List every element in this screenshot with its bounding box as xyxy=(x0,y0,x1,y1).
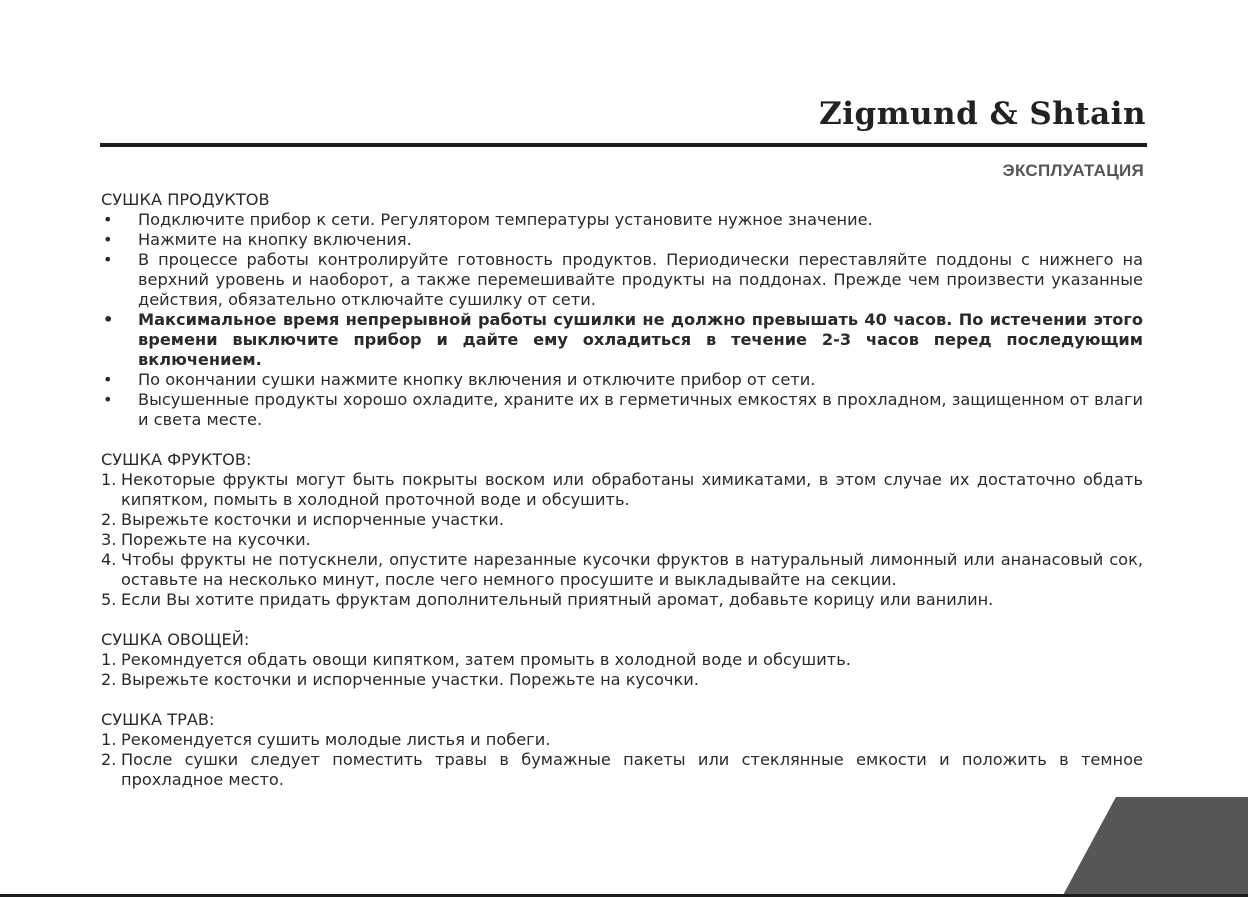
header-rule xyxy=(100,143,1147,147)
item-number: 5. xyxy=(101,590,117,609)
section-label: ЭКСПЛУАТАЦИЯ xyxy=(1002,161,1144,180)
list-item xyxy=(101,470,1143,510)
item-text: Вырежьте косточки и испорченные участки. xyxy=(121,510,504,529)
list-item xyxy=(101,730,1143,750)
list-vegetables xyxy=(101,650,1143,690)
list-item: • По окончании сушки нажмите кнопку включения и отключите прибор от сети. xyxy=(101,370,1143,390)
item-number: 2. xyxy=(101,510,117,529)
list-item-warning: • Максимальное время непрерывной работы сушилки не должно превышать 40 часов. По истечении этого времени выключите прибор и дайте ему охладиться в течение 2-3 часов перед последующим включением. xyxy=(101,310,1143,370)
item-number: 2. xyxy=(101,750,117,769)
heading-fruits: СУШКА ФРУКТОВ: xyxy=(101,450,252,469)
list-herbs xyxy=(101,730,1143,790)
list-item xyxy=(101,650,1143,670)
brand-logo: Zigmund & Shtain xyxy=(819,96,1146,132)
heading-herbs: СУШКА ТРАВ: xyxy=(101,710,215,729)
list-item: • Подключите прибор к сети. Регулятором температуры установите нужное значение. xyxy=(101,210,1143,230)
item-number: 2. xyxy=(101,670,117,689)
list-item: • В процессе работы контролируйте готовность продуктов. Периодически переставляйте поддоны с нижнего на верхний уровень и наоборот, а также перемешивайте продукты на поддонах. Прежде чем произвести указанные действия, обязательно отключайте сушилку от сети. xyxy=(101,250,1143,310)
section-fruits xyxy=(101,450,1143,610)
item-text: После сушки следует поместить травы в бумажные пакеты или стеклянные емкости и положить в темное прохладное место. xyxy=(121,750,1143,789)
item-text: Чтобы фрукты не потускнели, опустите нарезанные кусочки фруктов в натуральный лимонный или ананасовый сок, оставьте на несколько минут, после чего немного просушите и выкладывайте на секции. xyxy=(121,550,1143,589)
item-text: Рекомендуется сушить молодые листья и побеги. xyxy=(121,730,551,749)
section-products xyxy=(101,190,1143,430)
item-number: 4. xyxy=(101,550,117,569)
item-number: 1. xyxy=(101,650,117,669)
item-number: 3. xyxy=(101,530,117,549)
list-item xyxy=(101,670,1143,690)
list-item xyxy=(101,590,1143,610)
item-text: Если Вы хотите придать фруктам дополнительный приятный аромат, добавьте корицу или ванилин. xyxy=(121,590,994,609)
item-text: Некоторые фрукты могут быть покрыты воском или обработаны химикатами, в этом случае их достаточно обдать кипятком, помыть в холодной проточной воде и обсушить. xyxy=(121,470,1143,509)
section-herbs xyxy=(101,710,1143,790)
list-item: • Высушенные продукты хорошо охладите, храните их в герметичных емкостях в прохладном, защищенном от влаги и света месте. xyxy=(101,390,1143,430)
list-item xyxy=(101,550,1143,590)
heading-vegetables: СУШКА ОВОЩЕЙ: xyxy=(101,630,250,649)
item-text: Рекомндуется обдать овощи кипятком, затем промыть в холодной воде и обсушить. xyxy=(121,650,851,669)
heading-products: СУШКА ПРОДУКТОВ xyxy=(101,190,270,209)
list-products xyxy=(101,210,1143,430)
item-number: 1. xyxy=(101,730,117,749)
list-item: • Нажмите на кнопку включения. xyxy=(101,230,1143,250)
item-text: Порежьте на кусочки. xyxy=(121,530,311,549)
list-item xyxy=(101,510,1143,530)
section-vegetables xyxy=(101,630,1143,690)
instructions-content xyxy=(101,190,1143,810)
item-number: 1. xyxy=(101,470,117,489)
page-corner-decoration xyxy=(1062,797,1248,897)
item-text: Вырежьте косточки и испорченные участки. Порежьте на кусочки. xyxy=(121,670,699,689)
list-item xyxy=(101,530,1143,550)
list-item xyxy=(101,750,1143,790)
list-fruits xyxy=(101,470,1143,610)
